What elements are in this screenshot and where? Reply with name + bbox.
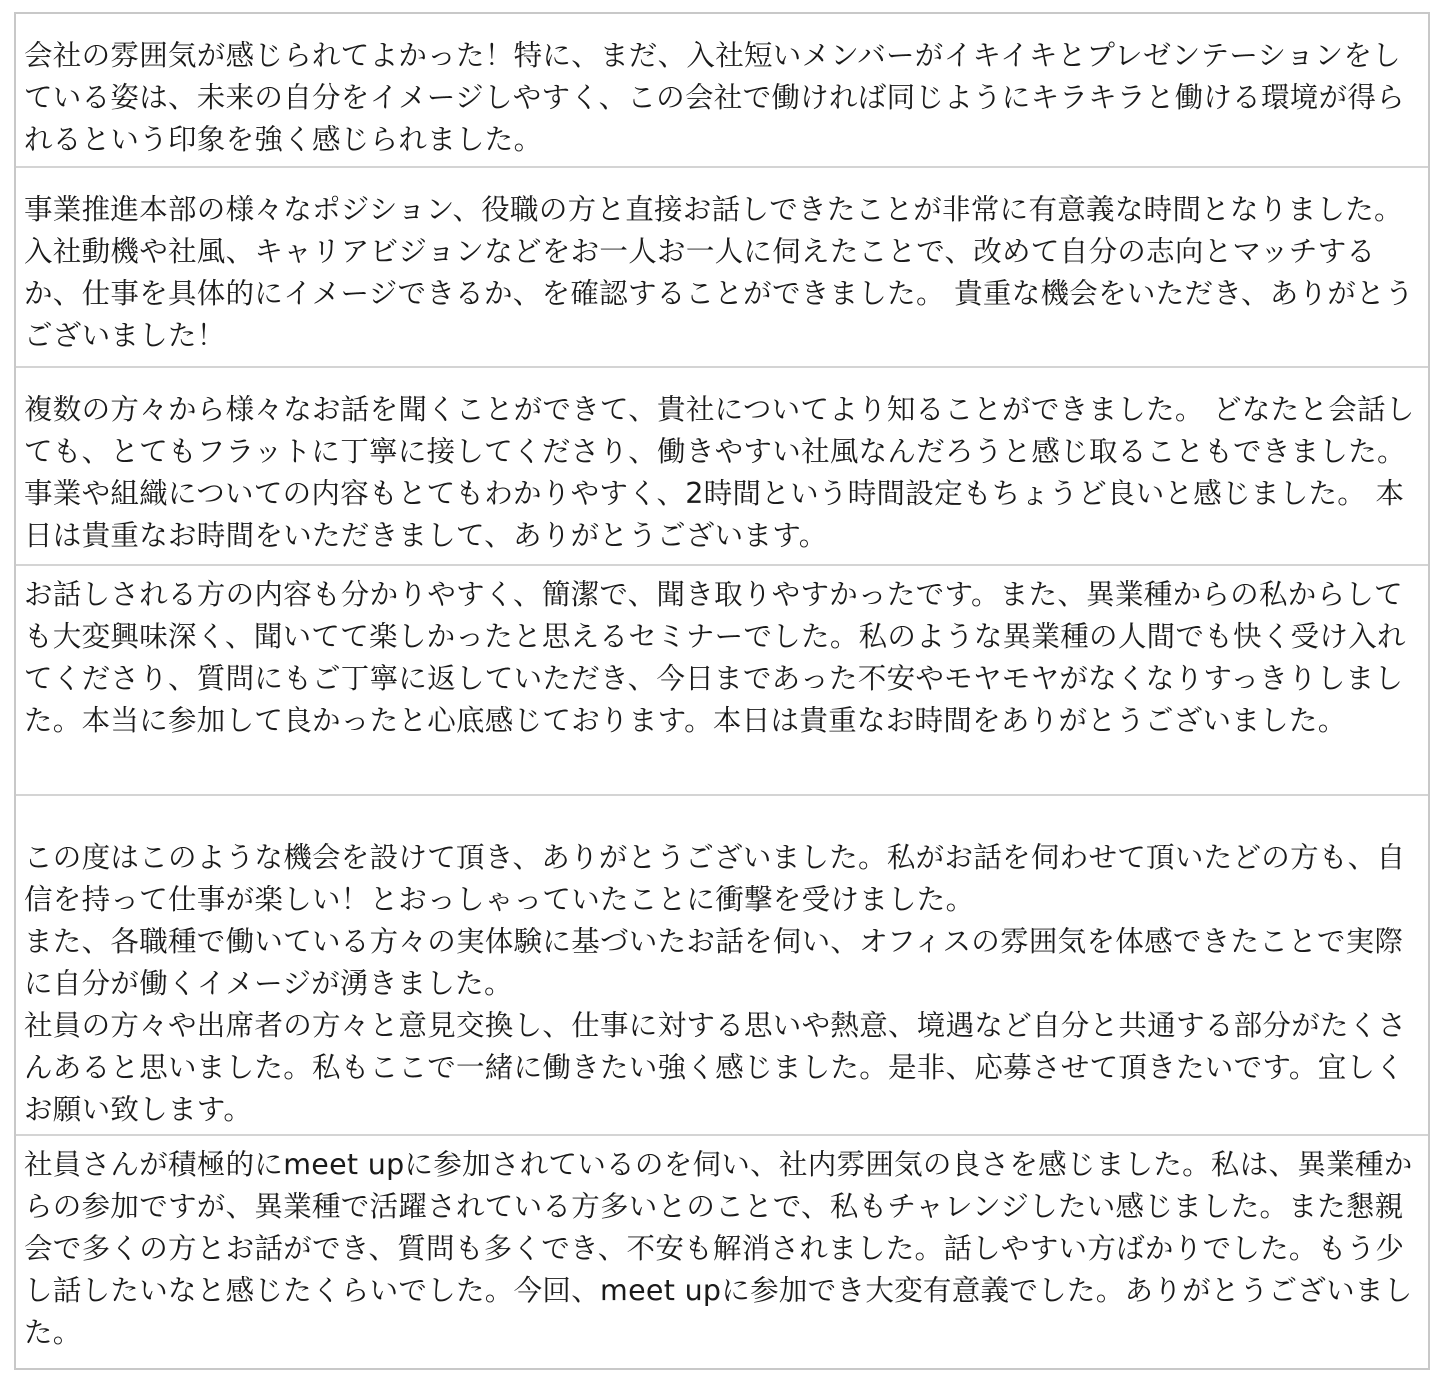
comments-table xyxy=(14,12,1430,1370)
comment-cell-5: この度はこのような機会を設けて頂き、ありがとうございました。私がお話を伺わせて頂いたどの方も、自信を持って仕事が楽しい！とおっしゃっていたことに衝撃を受けました。 また、各職種で働いている方々の実体験に基づいたお話を伺い、オフィスの雰囲気を体感できたことで実際に自分が働くイメージが湧きました。 社員の方々や出席者の方々と意見交換し、仕事に対する思いや熱意、境遇など自分と共通する部分がたくさんあると思いました。私もここで一緒に働きたい強く感じました。是非、応募させて頂きたいです。宜しくお願い致します。 xyxy=(16,794,1428,1134)
comment-cell-6: 社員さんが積極的にmeet upに参加されているのを伺い、社内雰囲気の良さを感じました。私は、異業種からの参加ですが、異業種で活躍されている方多いとのことで、私もチャレンジしたい感じました。また懇親会で多くの方とお話ができ、質問も多くでき、不安も解消されました。話しやすい方ばかりでした。もう少し話したいなと感じたくらいでした。今回、meet upに参加でき大変有意義でした。ありがとうございました。 xyxy=(16,1134,1428,1368)
comment-cell-4: お話しされる方の内容も分かりやすく、簡潔で、聞き取りやすかったです。また、異業種からの私からしても大変興味深く、聞いてて楽しかったと思えるセミナーでした。私のような異業種の人間でも快く受け入れてくださり、質問にもご丁寧に返していただき、今日まであった不安やモヤモヤがなくなりすっきりしました。本当に参加して良かったと心底感じております。本日は貴重なお時間をありがとうございました。 xyxy=(16,564,1428,794)
comment-cell-1: 会社の雰囲気が感じられてよかった！特に、まだ、入社短いメンバーがイキイキとプレゼンテーションをしている姿は、未来の自分をイメージしやすく、この会社で働ければ同じようにキラキラと働ける環境が得られるという印象を強く感じられました。 xyxy=(24,39,1405,156)
comment-cell-3: 複数の方々から様々なお話を聞くことができて、貴社についてより知ることができました。 どなたと会話しても、とてもフラットに丁寧に接してくださり、働きやすい社風なんだろうと感じ取ることもできました。 事業や組織についての内容もとてもわかりやすく、2時間という時間設定もちょうど良いと感じました。 本日は貴重なお時間をいただきまして、ありがとうございます。 xyxy=(16,366,1428,564)
comment-cell-2: 事業推進本部の様々なポジション、役職の方と直接お話しできたことが非常に有意義な時間となりました。 入社動機や社風、キャリアビジョンなどをお一人お一人に伺えたことで、改めて自分の志向とマッチするか、仕事を具体的にイメージできるか、を確認することができました。 貴重な機会をいただき、ありがとうございました！ xyxy=(16,166,1428,366)
